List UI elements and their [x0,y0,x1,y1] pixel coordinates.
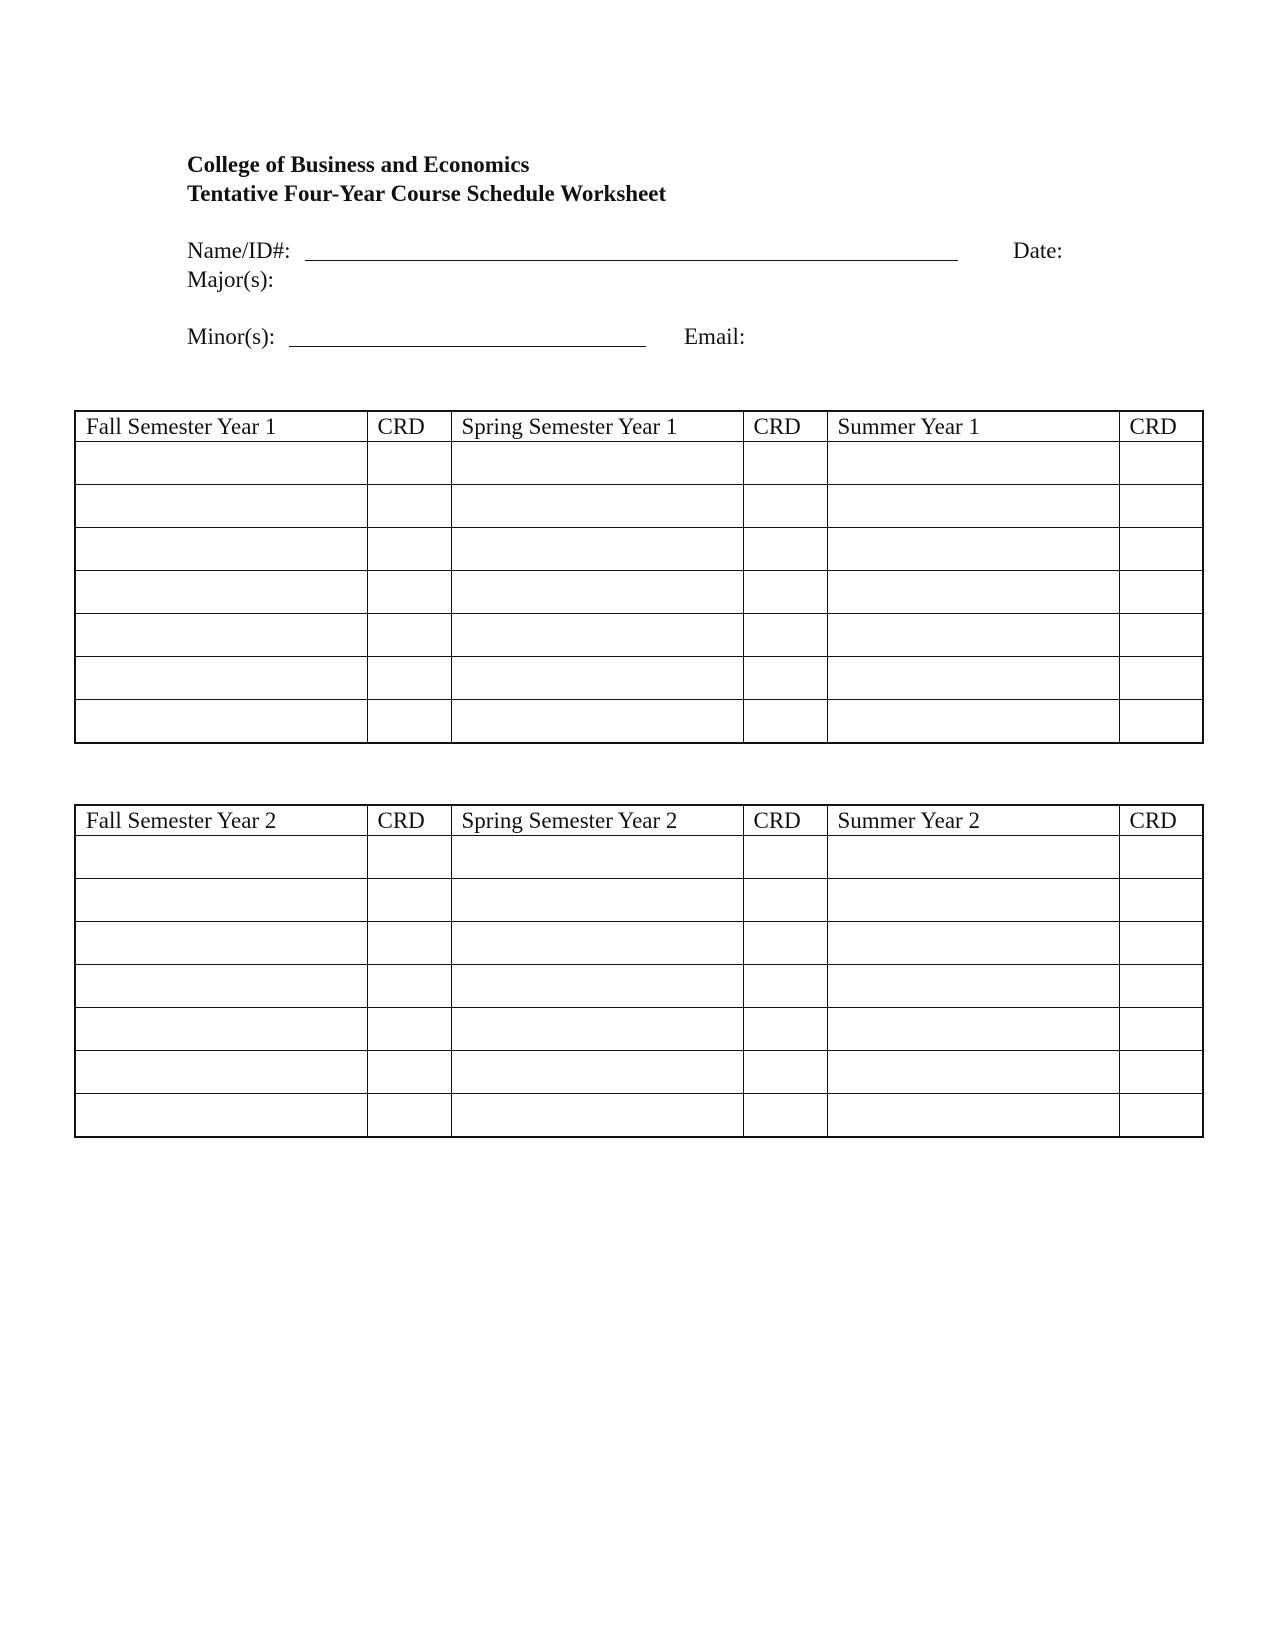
table-row [75,1008,1203,1051]
credit-cell[interactable] [367,1094,451,1138]
crd-header: CRD [367,411,451,442]
course-cell[interactable] [75,836,367,879]
fall-semester-header: Fall Semester Year 1 [75,411,367,442]
credit-cell[interactable] [1119,700,1203,744]
credit-cell[interactable] [367,700,451,744]
course-cell[interactable] [75,965,367,1008]
course-cell[interactable] [827,657,1119,700]
table-row [75,657,1203,700]
course-cell[interactable] [75,485,367,528]
schedule-table-year-2 [74,804,1204,1138]
course-cell[interactable] [827,1008,1119,1051]
course-cell[interactable] [827,571,1119,614]
summer-header: Summer Year 2 [827,805,1119,836]
date-label: Date: [1013,238,1063,263]
credit-cell[interactable] [1119,879,1203,922]
credit-cell[interactable] [1119,1094,1203,1138]
credit-cell[interactable] [1119,836,1203,879]
table-row [75,965,1203,1008]
credit-cell[interactable] [743,922,827,965]
credit-cell[interactable] [1119,528,1203,571]
course-cell[interactable] [75,879,367,922]
minors-label: Minor(s): [187,324,276,349]
credit-cell[interactable] [367,879,451,922]
credit-cell[interactable] [1119,614,1203,657]
name-id-label: Name/ID#: [187,238,291,263]
credit-cell[interactable] [367,1008,451,1051]
credit-cell[interactable] [367,528,451,571]
crd-header: CRD [1119,805,1203,836]
credit-cell[interactable] [367,922,451,965]
credit-cell[interactable] [367,485,451,528]
course-cell[interactable] [75,657,367,700]
name-id-input-line[interactable] [305,260,958,261]
course-cell[interactable] [451,528,743,571]
credit-cell[interactable] [1119,1051,1203,1094]
credit-cell[interactable] [1119,442,1203,485]
table-row [75,1094,1203,1138]
course-cell[interactable] [827,836,1119,879]
table-body [75,442,1203,744]
credit-cell[interactable] [367,442,451,485]
schedule-table-year-1 [74,410,1204,744]
table-body [75,836,1203,1138]
credit-cell[interactable] [1119,571,1203,614]
credit-cell[interactable] [367,965,451,1008]
table-row [75,614,1203,657]
credit-cell[interactable] [743,442,827,485]
crd-header: CRD [743,805,827,836]
email-label: Email: [684,324,746,349]
course-cell[interactable] [827,700,1119,744]
course-cell[interactable] [75,614,367,657]
table-row [75,571,1203,614]
spring-semester-header: Spring Semester Year 2 [451,805,743,836]
minors-input-line[interactable] [289,346,646,347]
course-cell[interactable] [75,1008,367,1051]
table-row [75,700,1203,744]
course-cell[interactable] [827,965,1119,1008]
course-cell[interactable] [75,1094,367,1138]
credit-cell[interactable] [367,571,451,614]
credit-cell[interactable] [743,836,827,879]
crd-header: CRD [743,411,827,442]
course-cell[interactable] [451,442,743,485]
table-row [75,836,1203,879]
credit-cell[interactable] [743,1008,827,1051]
course-cell[interactable] [827,1094,1119,1138]
credit-cell[interactable] [367,614,451,657]
course-cell[interactable] [75,1051,367,1094]
credit-cell[interactable] [743,879,827,922]
course-cell[interactable] [451,1094,743,1138]
course-cell[interactable] [451,700,743,744]
credit-cell[interactable] [743,485,827,528]
table-row [75,442,1203,485]
course-cell[interactable] [827,1051,1119,1094]
credit-cell[interactable] [1119,922,1203,965]
course-cell[interactable] [451,965,743,1008]
credit-cell[interactable] [743,657,827,700]
course-cell[interactable] [827,442,1119,485]
course-cell[interactable] [451,571,743,614]
course-cell[interactable] [827,528,1119,571]
credit-cell[interactable] [367,657,451,700]
course-cell[interactable] [75,571,367,614]
credit-cell[interactable] [743,571,827,614]
credit-cell[interactable] [1119,657,1203,700]
table-row [75,922,1203,965]
course-cell[interactable] [827,614,1119,657]
credit-cell[interactable] [1119,965,1203,1008]
credit-cell[interactable] [1119,1008,1203,1051]
document-title [187,150,666,208]
credit-cell[interactable] [367,1051,451,1094]
crd-header: CRD [367,805,451,836]
course-cell[interactable] [75,700,367,744]
course-cell[interactable] [75,528,367,571]
course-cell[interactable] [451,1008,743,1051]
worksheet-title: Tentative Four-Year Course Schedule Worksheet [187,181,667,206]
table-row [75,528,1203,571]
course-cell[interactable] [451,614,743,657]
course-cell[interactable] [451,485,743,528]
credit-cell[interactable] [743,614,827,657]
course-cell[interactable] [75,442,367,485]
course-cell[interactable] [451,1051,743,1094]
credit-cell[interactable] [743,700,827,744]
crd-header: CRD [1119,411,1203,442]
course-cell[interactable] [75,922,367,965]
credit-cell[interactable] [743,528,827,571]
course-cell[interactable] [451,879,743,922]
course-cell[interactable] [827,879,1119,922]
course-cell[interactable] [451,836,743,879]
credit-cell[interactable] [743,965,827,1008]
majors-label: Major(s): [187,267,274,292]
course-cell[interactable] [451,922,743,965]
credit-cell[interactable] [1119,485,1203,528]
course-cell[interactable] [827,922,1119,965]
table-row [75,485,1203,528]
credit-cell[interactable] [367,836,451,879]
credit-cell[interactable] [743,1094,827,1138]
course-cell[interactable] [827,485,1119,528]
credit-cell[interactable] [743,1051,827,1094]
spring-semester-header: Spring Semester Year 1 [451,411,743,442]
fall-semester-header: Fall Semester Year 2 [75,805,367,836]
college-name: College of Business and Economics [187,152,530,177]
table-header-row [75,805,1203,836]
summer-header: Summer Year 1 [827,411,1119,442]
table-row [75,879,1203,922]
table-row [75,1051,1203,1094]
course-cell[interactable] [451,657,743,700]
table-header-row [75,411,1203,442]
